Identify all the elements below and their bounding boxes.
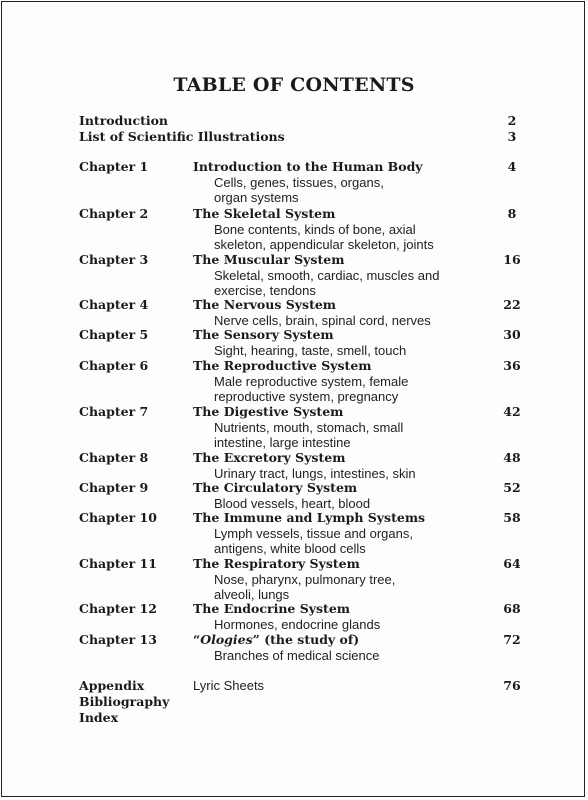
chapter-label: Chapter 1 bbox=[79, 159, 149, 174]
chapter-title: The Excretory System bbox=[193, 450, 346, 465]
chapter-description-line: Urinary tract, lungs, intestines, skin bbox=[214, 466, 416, 481]
chapter-description-line: skeleton, appendicular skeleton, joints bbox=[214, 237, 434, 252]
chapter-description bbox=[214, 496, 484, 511]
back-label-index: Index bbox=[79, 710, 119, 725]
chapter-description-line: Bone contents, kinds of bone, axial bbox=[214, 222, 416, 237]
chapter-label: Chapter 3 bbox=[79, 252, 149, 267]
chapter-label: Chapter 11 bbox=[79, 556, 157, 571]
chapter-description-line: Nose, pharynx, pulmonary tree, bbox=[214, 572, 396, 587]
chapter-label: Chapter 7 bbox=[79, 404, 149, 419]
chapter-description-line: Nutrients, mouth, stomach, small bbox=[214, 420, 404, 435]
chapter-description-line: Skeletal, smooth, cardiac, muscles and bbox=[214, 268, 440, 283]
chapter-title: The Muscular System bbox=[193, 252, 345, 267]
chapter-page-number: 8 bbox=[507, 206, 517, 221]
chapter-description bbox=[214, 572, 484, 602]
chapter-title: Introduction to the Human Body bbox=[193, 159, 423, 174]
chapter-description bbox=[214, 374, 484, 404]
page-title: TABLE OF CONTENTS bbox=[173, 74, 415, 96]
front-entry-illustrations: List of Scientific Illustrations bbox=[79, 129, 285, 144]
back-label-appendix: Appendix bbox=[79, 678, 145, 693]
chapter-title: The Reproductive System bbox=[193, 358, 372, 373]
chapter-page-number: 42 bbox=[503, 404, 521, 419]
chapter-label: Chapter 6 bbox=[79, 358, 149, 373]
chapter-description bbox=[214, 420, 484, 450]
chapter-description-line: Blood vessels, heart, blood bbox=[214, 496, 371, 511]
chapter-description-line: exercise, tendons bbox=[214, 283, 316, 298]
chapter-description bbox=[214, 222, 484, 252]
chapter-label: Chapter 9 bbox=[79, 480, 149, 495]
chapter-description-line: Hormones, endocrine glands bbox=[214, 617, 381, 632]
chapter-description-line: intestine, large intestine bbox=[214, 435, 351, 450]
chapter-label: Chapter 10 bbox=[79, 510, 157, 525]
chapter-label: Chapter 2 bbox=[79, 206, 149, 221]
chapter-description bbox=[214, 175, 484, 205]
chapter-title: The Circulatory System bbox=[193, 480, 358, 495]
chapter-description-line: Cells, genes, tissues, organs, bbox=[214, 175, 384, 190]
chapter-description bbox=[214, 617, 484, 632]
chapter-title bbox=[193, 632, 359, 647]
chapter-page-number: 4 bbox=[507, 159, 517, 174]
chapter-description-line: alveoli, lungs bbox=[214, 587, 290, 602]
chapter-page-number: 72 bbox=[503, 632, 521, 647]
chapter-description bbox=[214, 466, 484, 481]
chapter-page-number: 48 bbox=[503, 450, 521, 465]
chapter-description-line: Nerve cells, brain, spinal cord, nerves bbox=[214, 313, 431, 328]
back-matter-page: 76 bbox=[503, 678, 521, 693]
chapter-title: The Digestive System bbox=[193, 404, 344, 419]
back-label-bibliography: Bibliography bbox=[79, 694, 170, 709]
chapter-title: The Respiratory System bbox=[193, 556, 360, 571]
chapter-page-number: 52 bbox=[503, 480, 521, 495]
back-matter-labels bbox=[79, 678, 169, 726]
chapter-description-line: Male reproductive system, female bbox=[214, 374, 409, 389]
chapter-page-number: 16 bbox=[503, 252, 521, 267]
chapter-label: Chapter 4 bbox=[79, 297, 149, 312]
front-page-illustrations: 3 bbox=[507, 129, 517, 144]
chapter-title: The Endocrine System bbox=[193, 601, 351, 616]
chapter-title: The Nervous System bbox=[193, 297, 337, 312]
chapter-title: The Immune and Lymph Systems bbox=[193, 510, 426, 525]
chapter-page-number: 36 bbox=[503, 358, 521, 373]
back-matter-description: Lyric Sheets bbox=[193, 678, 265, 693]
chapter-title: The Sensory System bbox=[193, 327, 334, 342]
chapter-description-line: Sight, hearing, taste, smell, touch bbox=[214, 343, 407, 358]
chapter-title-suffix: ” (the study of) bbox=[252, 632, 360, 647]
chapter-page-number: 64 bbox=[503, 556, 521, 571]
chapter-description-line: reproductive system, pregnancy bbox=[214, 389, 399, 404]
chapter-description-line: Branches of medical science bbox=[214, 648, 380, 663]
chapter-description bbox=[214, 268, 484, 298]
chapter-description bbox=[214, 313, 484, 328]
chapter-title: The Skeletal System bbox=[193, 206, 336, 221]
chapter-title-italic: Ologies bbox=[200, 632, 253, 647]
chapter-description-line: organ systems bbox=[214, 190, 299, 205]
front-entry-introduction: Introduction bbox=[79, 113, 169, 128]
chapter-page-number: 58 bbox=[503, 510, 521, 525]
chapter-description-line: Lymph vessels, tissue and organs, bbox=[214, 526, 413, 541]
front-page-introduction: 2 bbox=[507, 113, 517, 128]
chapter-page-number: 30 bbox=[503, 327, 521, 342]
chapter-page-number: 68 bbox=[503, 601, 521, 616]
chapter-description-line: antigens, white blood cells bbox=[214, 541, 366, 556]
chapter-label: Chapter 13 bbox=[79, 632, 157, 647]
chapter-title-prefix: “ bbox=[193, 632, 201, 647]
chapter-description bbox=[214, 648, 484, 663]
chapter-label: Chapter 12 bbox=[79, 601, 157, 616]
chapter-description bbox=[214, 526, 484, 556]
chapter-description bbox=[214, 343, 484, 358]
chapter-label: Chapter 5 bbox=[79, 327, 149, 342]
chapter-label: Chapter 8 bbox=[79, 450, 149, 465]
chapter-page-number: 22 bbox=[503, 297, 521, 312]
